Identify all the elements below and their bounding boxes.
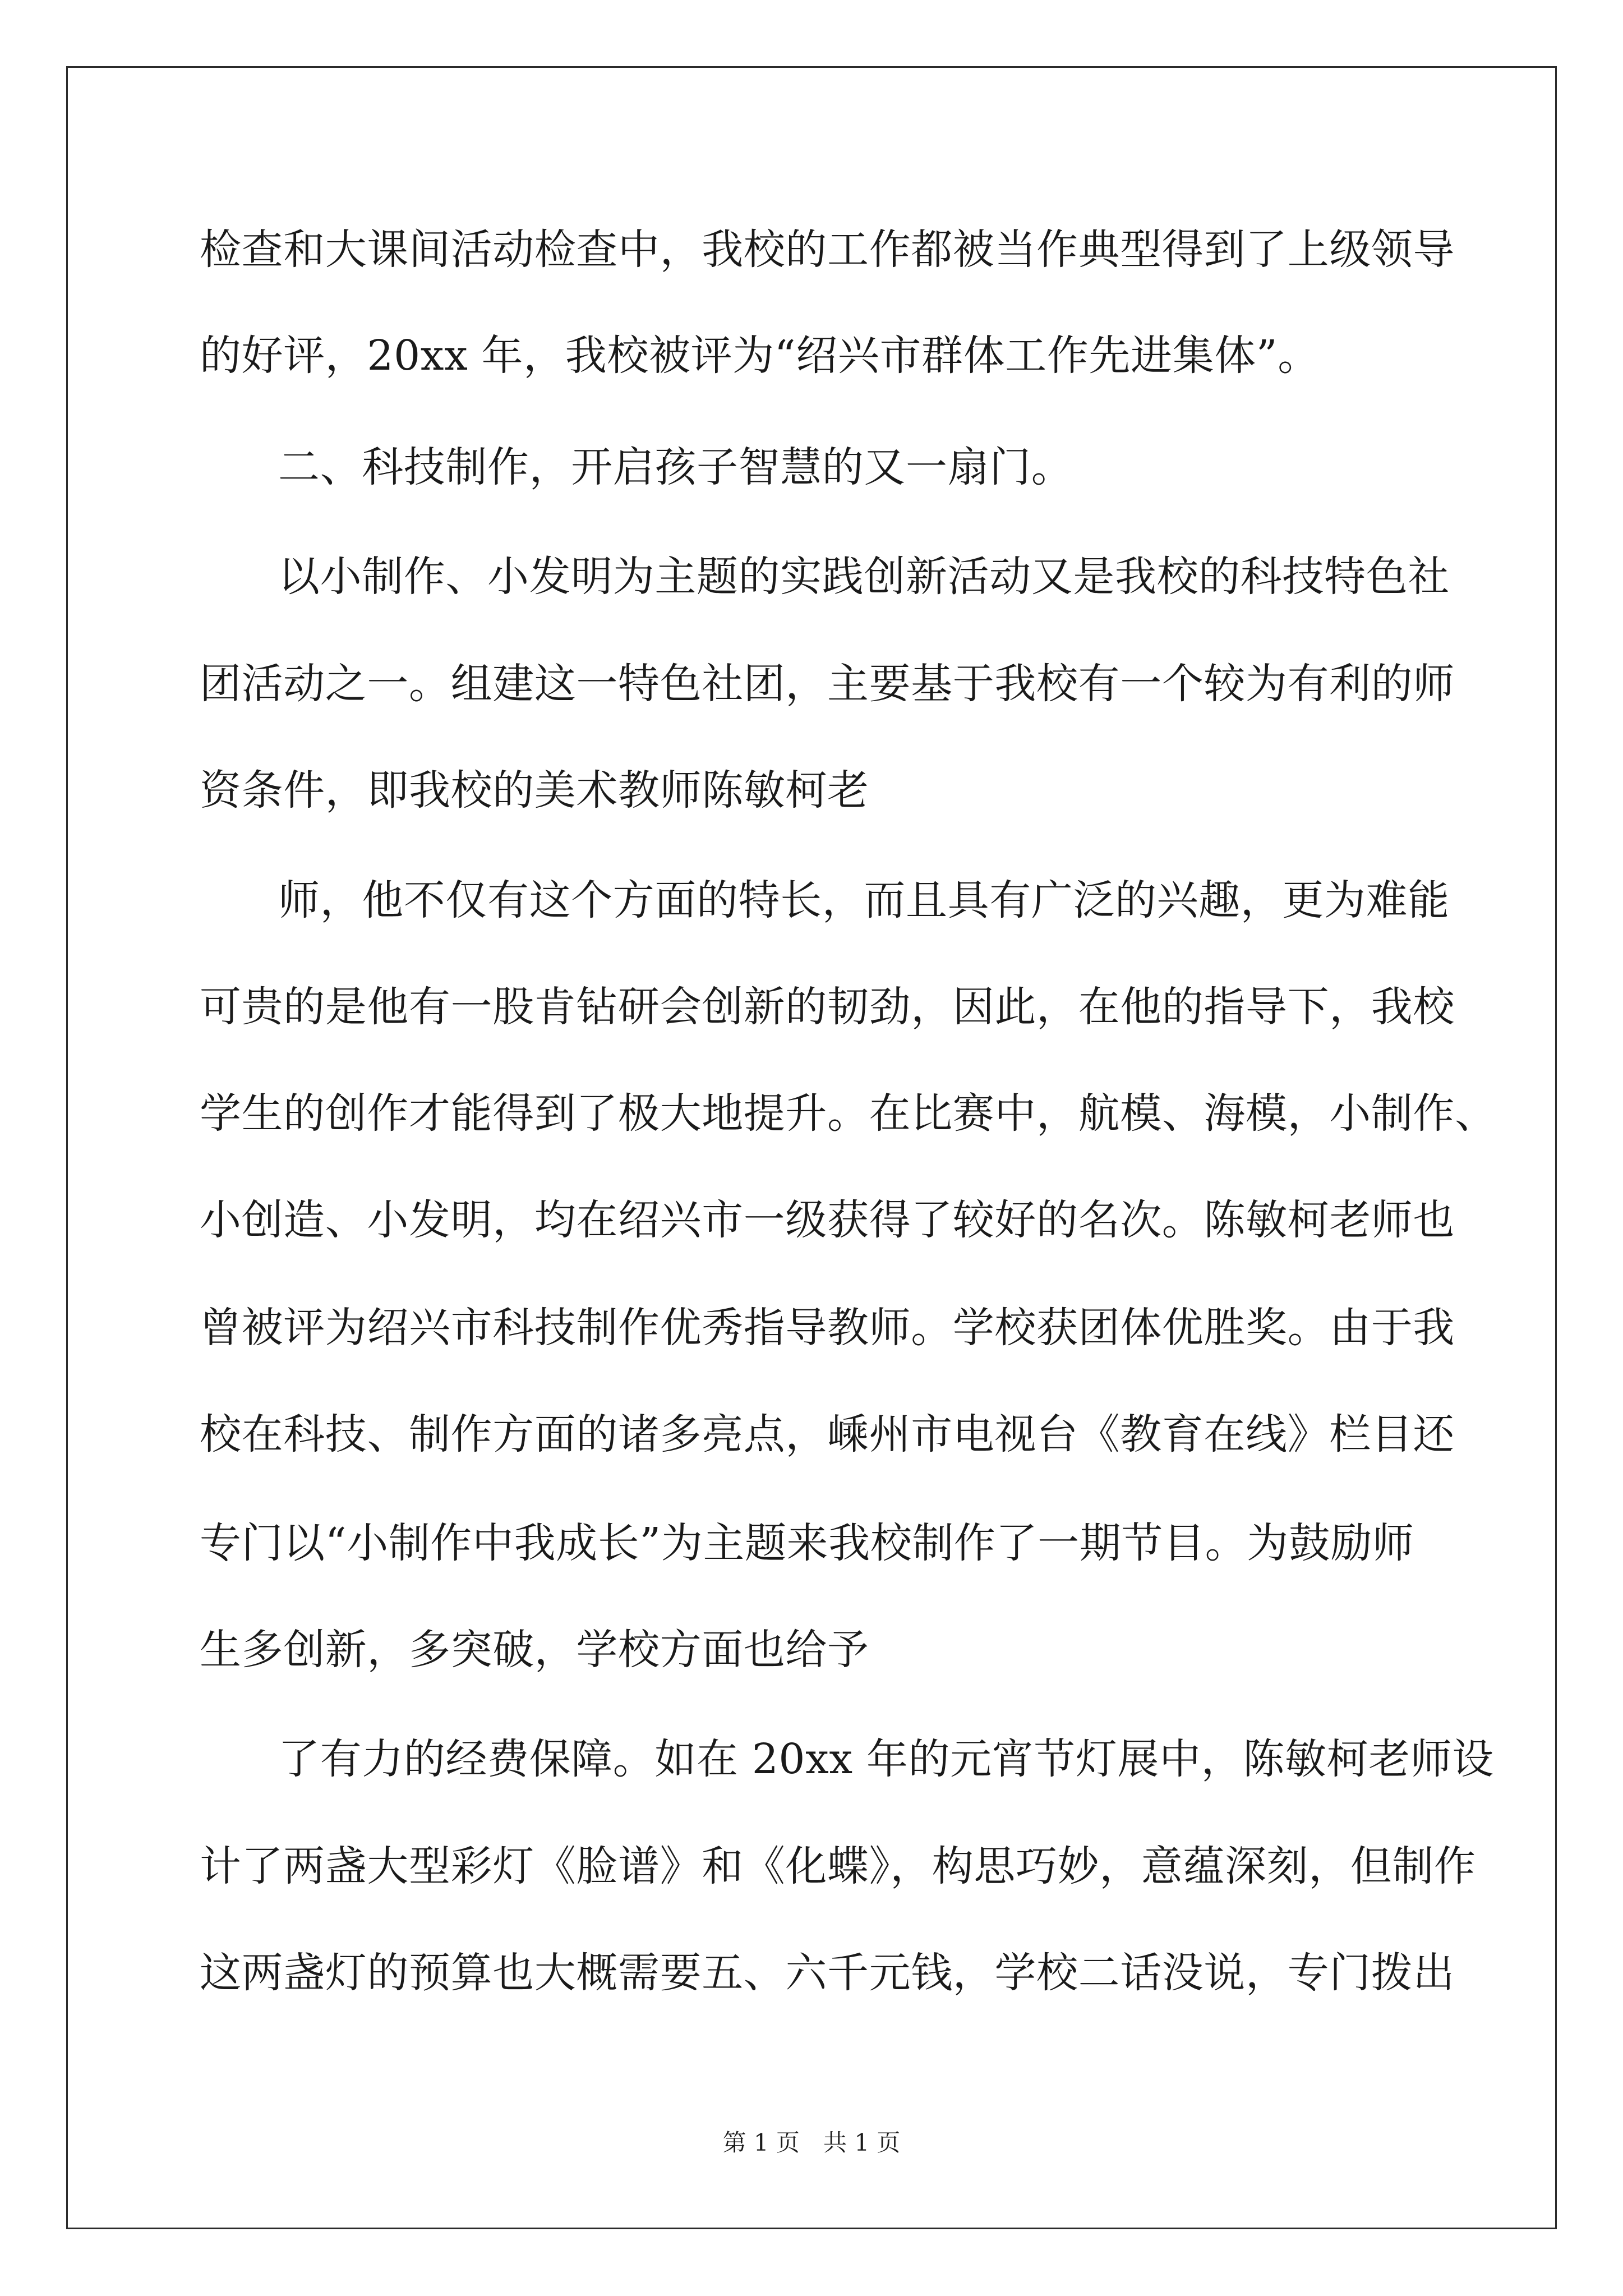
text-line: 校在科技、制作方面的诸多亮点，嵊州市电视台《教育在线》栏目还 xyxy=(200,1410,1455,1458)
text-line: 小创造、小发明，均在绍兴市一级获得了较好的名次。陈敏柯老师也 xyxy=(200,1196,1455,1244)
text-line: 专门以“小制作中我成长”为主题来我校制作了一期节目。为鼓励师 xyxy=(200,1519,1414,1567)
text-line: 学生的创作才能得到了极大地提升。在比赛中，航模、海模，小制作、 xyxy=(200,1089,1497,1138)
text-line: 了有力的经费保障。如在 20xx 年的元宵节灯展中，陈敏柯老师设 xyxy=(278,1735,1494,1783)
text-line: 以小制作、小发明为主题的实践创新活动又是我校的科技特色社 xyxy=(278,553,1450,601)
text-line: 的好评，20xx 年，我校被评为“绍兴市群体工作先进集体”。 xyxy=(200,332,1320,380)
text-line: 师，他不仅有这个方面的特长，而且具有广泛的兴趣，更为难能 xyxy=(278,876,1450,924)
text-line: 生多创新，多突破，学校方面也给予 xyxy=(200,1626,869,1674)
page-number-footer: 第 1 页 共 1 页 xyxy=(722,2129,901,2156)
page-border xyxy=(66,66,1557,2229)
text-line: 这两盏灯的预算也大概需要五、六千元钱，学校二话没说，专门拨出 xyxy=(200,1949,1455,1997)
text-line: 计了两盏大型彩灯《脸谱》和《化蝶》，构思巧妙，意蕴深刻，但制作 xyxy=(200,1842,1476,1890)
text-line: 检查和大课间活动检查中，我校的工作都被当作典型得到了上级领导 xyxy=(200,226,1455,274)
section-heading: 二、科技制作，开启孩子智慧的又一扇门。 xyxy=(278,443,1073,491)
text-line: 可贵的是他有一股肯钻研会创新的韧劲，因此，在他的指导下，我校 xyxy=(200,983,1455,1031)
text-line: 曾被评为绍兴市科技制作优秀指导教师。学校获团体优胜奖。由于我 xyxy=(200,1304,1455,1352)
text-line: 资条件，即我校的美术教师陈敏柯老 xyxy=(200,766,869,815)
text-line: 团活动之一。组建这一特色社团，主要基于我校有一个较为有利的师 xyxy=(200,660,1455,708)
